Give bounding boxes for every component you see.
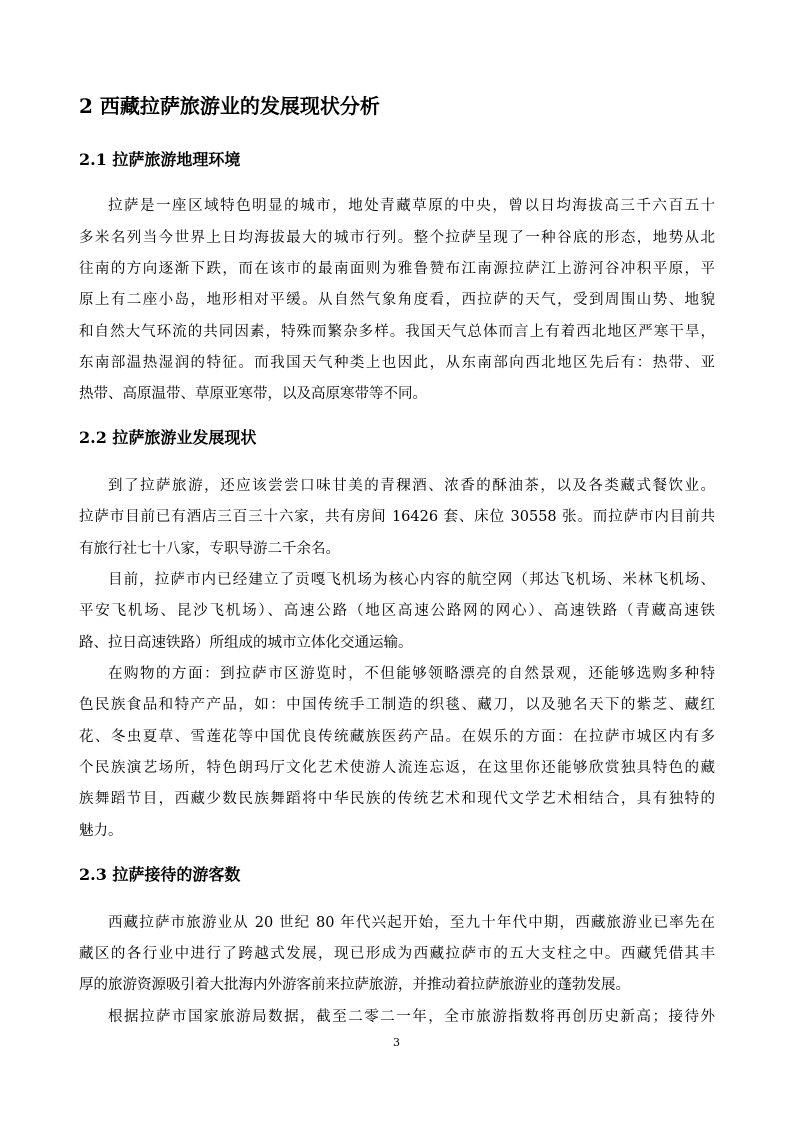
paragraph-line: 平安飞机场、昆沙飞机场）、高速公路（地区高速公路网的网心）、高速铁路（青藏高速铁 <box>79 603 715 619</box>
paragraph-line: 目前，拉萨市内已经建立了贡嘎飞机场为核心内容的航空网（邦达飞机场、米林飞机场、 <box>108 572 715 588</box>
paragraph-line: 厚的旅游资源吸引着大批海内外游客前来拉萨旅游，并推动着拉萨旅游业的蓬勃发展。 <box>79 977 630 993</box>
paragraph-line: 到了拉萨旅游，还应该尝尝口味甘美的青稞酒、浓香的酥油茶，以及各类藏式餐饮业。 <box>108 478 715 494</box>
paragraph-line: 在购物的方面：到拉萨市区游览时，不但能够领略漂亮的自然景观，还能够选购多种特 <box>108 666 715 682</box>
paragraph-line: 路、拉日高速铁路）所组成的城市立体化交通运输。 <box>79 635 413 651</box>
chapter-heading: 2 西藏拉萨旅游业的发展现状分析 <box>79 94 380 118</box>
paragraph-line: 多米名列当今世界上日均海拔最大的城市行列。整个拉萨呈现了一种谷底的形态，地势从北 <box>79 230 715 246</box>
page-number: 3 <box>393 1036 400 1049</box>
paragraph-line: 根据拉萨市国家旅游局数据，截至二零二一年，全市旅游指数将再创历史新高；接待外 <box>108 1009 715 1025</box>
paragraph-line: 东南部温热湿润的特征。而我国天气种类上也因此，从东南部向西北地区先后有：热带、亚 <box>79 355 715 371</box>
paragraph-line: 西藏拉萨市旅游业从 20 世纪 80 年代兴起开始，至九十年代中期，西藏旅游业已率先在 <box>108 915 715 931</box>
paragraph-line: 色民族食品和特产产品，如：中国传统手工制造的织毯、藏刀，以及驰名天下的紫芝、藏红 <box>79 697 715 713</box>
paragraph-line: 原上有二座小岛，地形相对平缓。从自然气象角度看，西拉萨的天气，受到周围山势、地貌 <box>79 292 715 308</box>
paragraph-line: 往南的方向逐渐下跌，而在该市的最南面则为雅鲁赞布江南源拉萨江上游河谷冲积平原，平 <box>79 261 715 277</box>
paragraph-line: 族舞蹈节目，西藏少数民族舞蹈将中华民族的传统艺术和现代文学艺术相结合，具有独特的 <box>79 791 715 807</box>
paragraph-line: 拉萨是一座区域特色明显的城市，地处青藏草原的中央，曾以日均海拔高三千六百五十 <box>108 198 715 214</box>
paragraph-line: 和自然大气环流的共同因素，特殊而繁杂多样。我国天气总体而言上有着西北地区严寒干旱， <box>79 324 715 340</box>
paragraph-line: 热带、高原温带、草原亚寒带，以及高原寒带等不同。 <box>79 386 427 402</box>
section-heading-2-2: 2.2 拉萨旅游业发展现状 <box>79 428 257 447</box>
section-heading-2-1: 2.1 拉萨旅游地理环境 <box>79 150 241 169</box>
paragraph-line: 魅力。 <box>79 823 123 839</box>
section-heading-2-3: 2.3 拉萨接待的游客数 <box>79 865 241 884</box>
paragraph-line: 有旅行社七十八家，专职导游二千余名。 <box>79 541 340 557</box>
paragraph-line: 个民族演艺场所，特色朗玛厅文化艺术使游人流连忘返，在这里你还能够欣赏独具特色的藏 <box>79 760 715 776</box>
paragraph-line: 藏区的各行业中进行了跨越式发展，现已形成为西藏拉萨市的五大支柱之中。西藏凭借其丰 <box>79 946 715 962</box>
paragraph-line: 花、冬虫夏草、雪莲花等中国优良传统藏族医药产品。在娱乐的方面：在拉萨市城区内有多 <box>79 729 715 745</box>
paragraph-line: 拉萨市目前已有酒店三百三十六家，共有房间 16426 套、床位 30558 张。而拉萨市内目前共 <box>79 509 715 525</box>
